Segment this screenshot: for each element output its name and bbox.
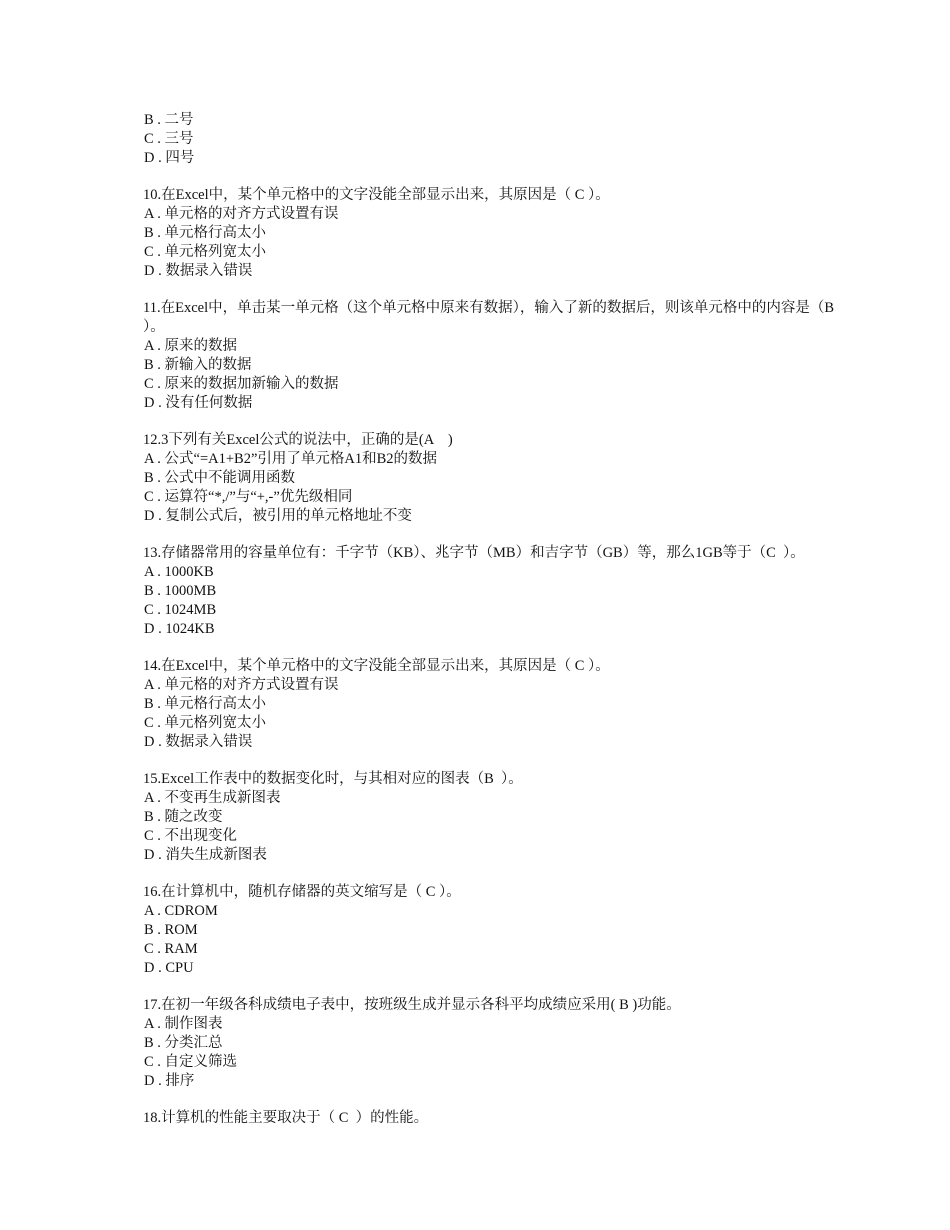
option-c: C . 不出现变化 [144, 828, 238, 844]
option-d: D . 复制公式后，被引用的单元格地址不变 [144, 508, 412, 524]
option-b: B . ROM [144, 922, 198, 938]
question-11 [143, 299, 843, 413]
option-a: A . 不变再生成新图表 [144, 790, 281, 806]
option-d: D . 排序 [144, 1073, 195, 1089]
option-b: B . 随之改变 [144, 809, 223, 825]
option-b: B . 单元格行高太小 [144, 696, 267, 712]
option-a: A . 公式“=A1+B2”引用了单元格A1和B2的数据 [144, 451, 438, 467]
option-b: B . 二号 [144, 112, 194, 128]
question-text: 10.在Excel中，某个单元格中的文字没能全部显示出来，其原因是（ C ）。 [143, 187, 610, 203]
option-a: A . 原来的数据 [144, 338, 238, 354]
option-c: C . 单元格列宽太小 [144, 715, 267, 731]
option-d: D . 数据录入错误 [144, 263, 253, 279]
question-13 [143, 544, 843, 639]
question-text: 18.计算机的性能主要取决于（ C ）的性能。 [143, 1110, 429, 1126]
option-b: B . 1000MB [144, 583, 217, 599]
option-d: D . 四号 [144, 150, 195, 166]
option-d: D . 数据录入错误 [144, 734, 253, 750]
option-c: C . 原来的数据加新输入的数据 [144, 376, 339, 392]
option-a: A . CDROM [144, 903, 218, 919]
option-c: C . 单元格列宽太小 [144, 244, 267, 260]
option-d: D . 消失生成新图表 [144, 847, 267, 863]
question-list [143, 111, 843, 1146]
option-a: A . 单元格的对齐方式设置有误 [144, 677, 339, 693]
option-c: C . 运算符“*,/”与“+,-”优先级相同 [144, 489, 353, 505]
question-18 [143, 1109, 843, 1128]
question-16 [143, 883, 843, 978]
question-10 [143, 186, 843, 281]
question-14 [143, 657, 843, 752]
option-b: B . 公式中不能调用函数 [144, 470, 296, 486]
option-d: D . 没有任何数据 [144, 395, 253, 411]
option-a: A . 单元格的对齐方式设置有误 [144, 206, 339, 222]
option-d: D . CPU [144, 960, 194, 976]
question-text: 13.存储器常用的容量单位有：千字节（KB）、兆字节（MB）和吉字节（GB）等，那么1GB等于（C ）。 [143, 545, 805, 561]
option-a: A . 1000KB [144, 564, 214, 580]
question-text: 16.在计算机中，随机存储器的英文缩写是（ C ）。 [143, 884, 461, 900]
option-d: D . 1024KB [144, 621, 215, 637]
question-15 [143, 770, 843, 865]
question-17 [143, 996, 843, 1091]
option-c: C . 三号 [144, 131, 194, 147]
question-text: 11.在Excel中，单击某一单元格（这个单元格中原来有数据），输入了新的数据后，则该单元格中的内容是（B ）。 [143, 300, 845, 335]
question-text: 17.在初一年级各科成绩电子表中，按班级生成并显示各科平均成绩应采用( B )功能。 [143, 997, 681, 1013]
question-12 [143, 431, 843, 526]
option-b: B . 单元格行高太小 [144, 225, 267, 241]
option-b: B . 新输入的数据 [144, 357, 252, 373]
option-c: C . 自定义筛选 [144, 1054, 238, 1070]
question-text: 15.Excel工作表中的数据变化时，与其相对应的图表（B ）。 [143, 771, 523, 787]
question-fragment [143, 111, 843, 168]
option-b: B . 分类汇总 [144, 1035, 223, 1051]
option-c: C . RAM [144, 941, 198, 957]
option-c: C . 1024MB [144, 602, 217, 618]
question-text: 12.3下列有关Excel公式的说法中，正确的是(A ) [143, 432, 453, 448]
question-text: 14.在Excel中，某个单元格中的文字没能全部显示出来，其原因是（ C ）。 [143, 658, 610, 674]
option-a: A . 制作图表 [144, 1016, 223, 1032]
